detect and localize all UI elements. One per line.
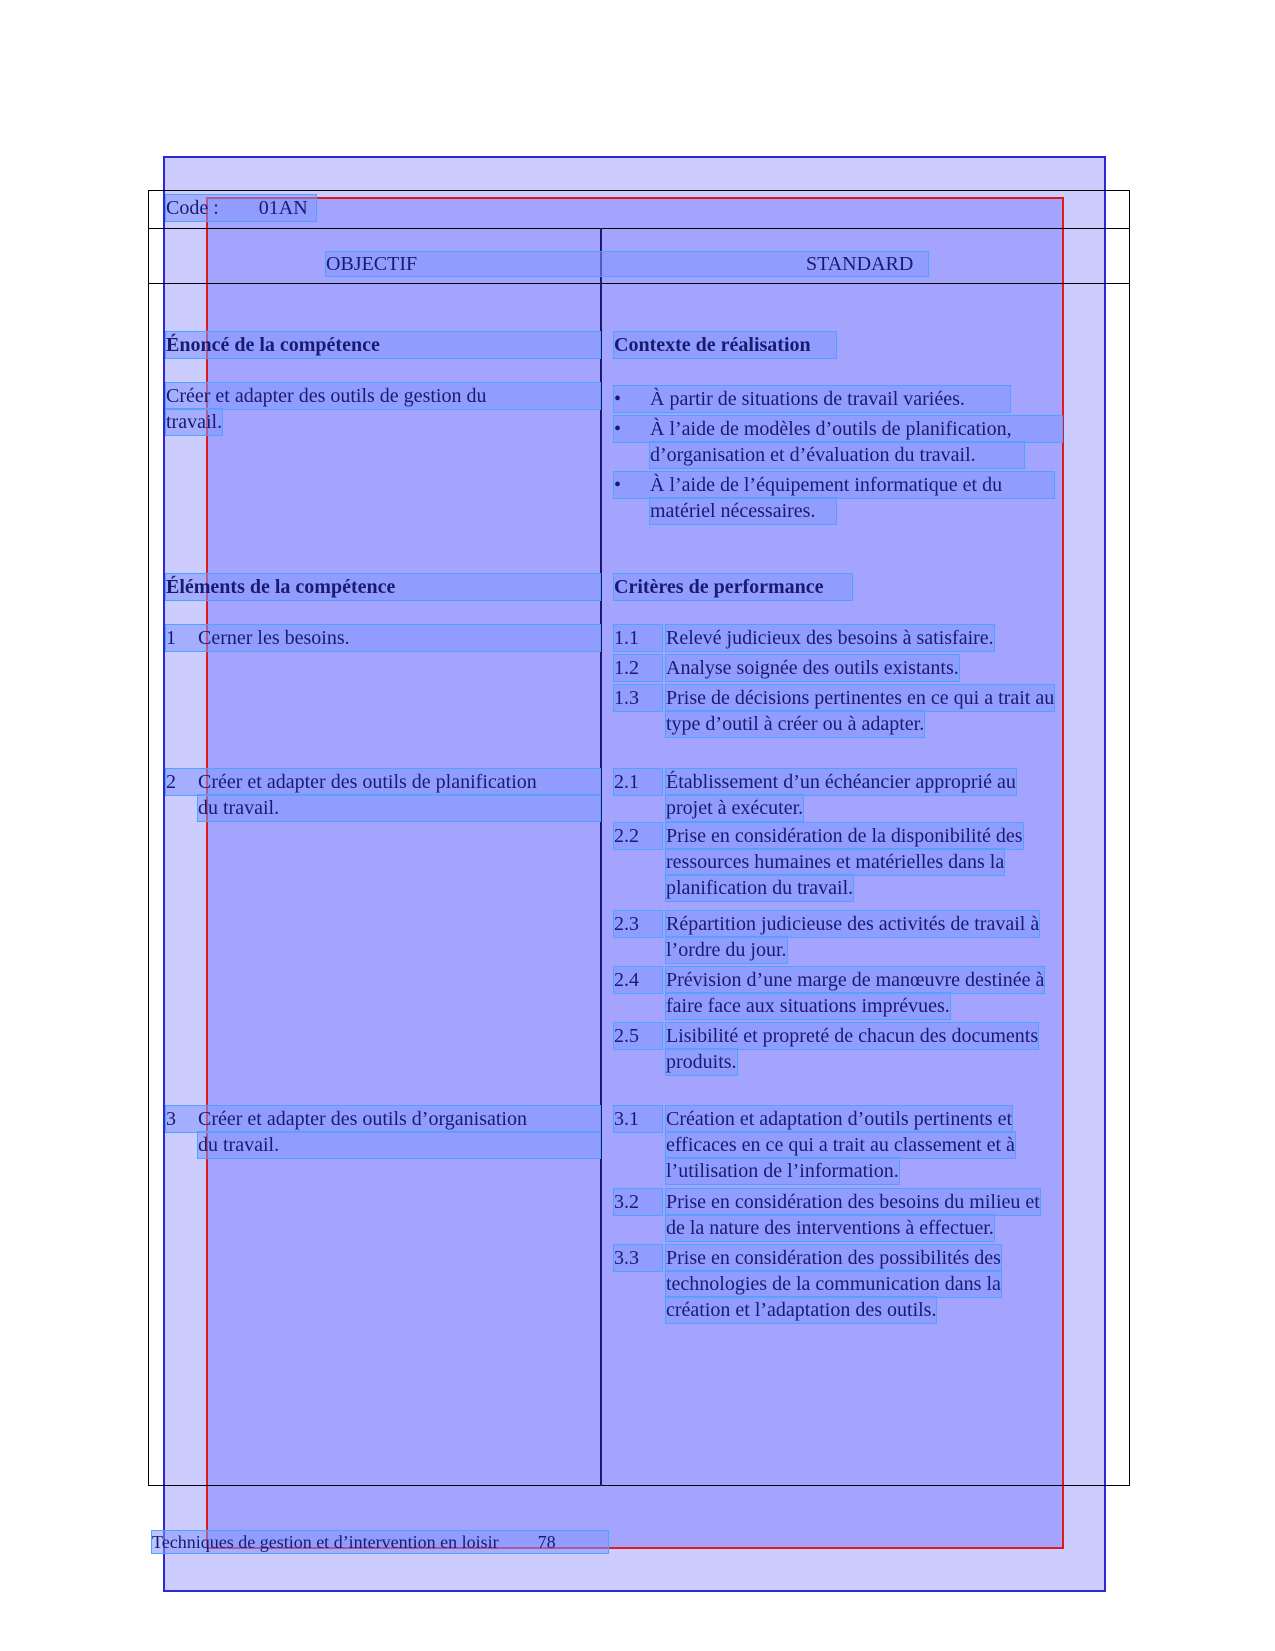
critere-number: 2.1	[614, 769, 662, 795]
critere-number: 2.5	[614, 1023, 662, 1049]
footer-line	[152, 1531, 608, 1553]
code-label: Code :	[166, 197, 219, 219]
critere-number: 1.1	[614, 625, 662, 651]
critere-text-line: technologies de la communication dans la	[666, 1273, 1001, 1295]
contexte-title: Contexte de réalisation	[614, 332, 836, 358]
critere-text-line: ressources humaines et matérielles dans la	[666, 851, 1005, 873]
code-line	[166, 195, 316, 221]
critere-text-line: projet à exécuter.	[666, 797, 804, 819]
elements-title: Éléments de la compétence	[166, 574, 600, 600]
contexte-item-3-line-2: matériel nécessaires.	[650, 498, 836, 524]
contexte-text: À l’aide de l’équipement informatique et du	[650, 474, 1003, 496]
critere-text-line: Répartition judicieuse des activités de travail à	[666, 913, 1040, 935]
bullet-icon: •	[614, 474, 622, 496]
enonce-text-line-1: Créer et adapter des outils de gestion du	[166, 383, 600, 409]
element-3-line-2: du travail.	[198, 1132, 600, 1158]
contexte-item-1	[614, 386, 1010, 412]
contexte-text: À partir de situations de travail variées.	[650, 388, 965, 410]
element-text: Cerner les besoins.	[198, 627, 350, 649]
footer-text: Techniques de gestion et d’intervention en loisir	[152, 1532, 499, 1552]
critere-text-line: Création et adaptation d’outils pertinents et	[666, 1108, 1013, 1130]
critere-text-line: Prise de décisions pertinentes en ce qui a trait au	[666, 687, 1055, 709]
critere-text-line: efficaces en ce qui a trait au classement et à	[666, 1134, 1015, 1156]
element-2	[166, 769, 600, 795]
critere-number: 1.2	[614, 655, 662, 681]
contexte-item-3	[614, 472, 1054, 498]
critere-text-line: Lisibilité et propreté de chacun des documents	[666, 1025, 1039, 1047]
critere-text-line: Établissement d’un échéancier approprié au	[666, 771, 1016, 793]
critere-text-line: type d’outil à créer ou à adapter.	[666, 713, 925, 735]
critere-number: 3.3	[614, 1245, 662, 1271]
header-standard: STANDARD	[806, 253, 914, 275]
critere-number: 2.3	[614, 911, 662, 937]
table-header-bottom-rule	[148, 283, 1130, 284]
bullet-icon: •	[614, 418, 622, 440]
critere-text-line: produits.	[666, 1051, 737, 1073]
critere-text-line: faire face aux situations imprévues.	[666, 995, 950, 1017]
enonce-text-line-2: travail.	[166, 411, 223, 433]
enonce-title: Énoncé de la compétence	[166, 332, 600, 358]
critere-text-line: Prévision d’une marge de manœuvre destinée à	[666, 969, 1045, 991]
critere-text-line: Prise en considération de la disponibilité des	[666, 825, 1023, 847]
element-number: 2	[166, 771, 176, 793]
critere-number: 3.2	[614, 1189, 662, 1215]
table-column-divider	[600, 228, 602, 1486]
contexte-text: À l’aide de modèles d’outils de planification,	[650, 418, 1012, 440]
table-header-top-rule	[148, 228, 1130, 229]
critere-text-line: l’ordre du jour.	[666, 939, 787, 961]
element-1	[166, 625, 600, 651]
critere-text-line: Analyse soignée des outils existants.	[666, 657, 959, 679]
critere-number: 2.4	[614, 967, 662, 993]
criteres-title: Critères de performance	[614, 574, 852, 600]
critere-number: 2.2	[614, 823, 662, 849]
critere-text-line: création et l’adaptation des outils.	[666, 1299, 937, 1321]
header-objectif: OBJECTIF	[326, 253, 418, 275]
code-value: 01AN	[258, 197, 308, 219]
element-text: Créer et adapter des outils d’organisation	[198, 1108, 527, 1130]
element-3	[166, 1106, 600, 1132]
contexte-item-2	[614, 416, 1062, 442]
critere-text-line: Prise en considération des possibilités des	[666, 1247, 1001, 1269]
element-number: 1	[166, 627, 176, 649]
contexte-item-2-line-2: d’organisation et d’évaluation du travail.	[650, 442, 1024, 468]
element-number: 3	[166, 1108, 176, 1130]
bullet-icon: •	[614, 388, 622, 410]
critere-number: 1.3	[614, 685, 662, 711]
element-text: Créer et adapter des outils de planification	[198, 771, 537, 793]
critere-text-line: de la nature des interventions à effectuer.	[666, 1217, 994, 1239]
critere-text-line: Prise en considération des besoins du milieu et	[666, 1191, 1040, 1213]
critere-text-line: Relevé judicieux des besoins à satisfaire.	[666, 627, 994, 649]
critere-text-line: planification du travail.	[666, 877, 854, 899]
element-2-line-2: du travail.	[198, 795, 600, 821]
critere-number: 3.1	[614, 1106, 662, 1132]
page-number: 78	[537, 1532, 556, 1552]
critere-text-line: l’utilisation de l’information.	[666, 1160, 899, 1182]
